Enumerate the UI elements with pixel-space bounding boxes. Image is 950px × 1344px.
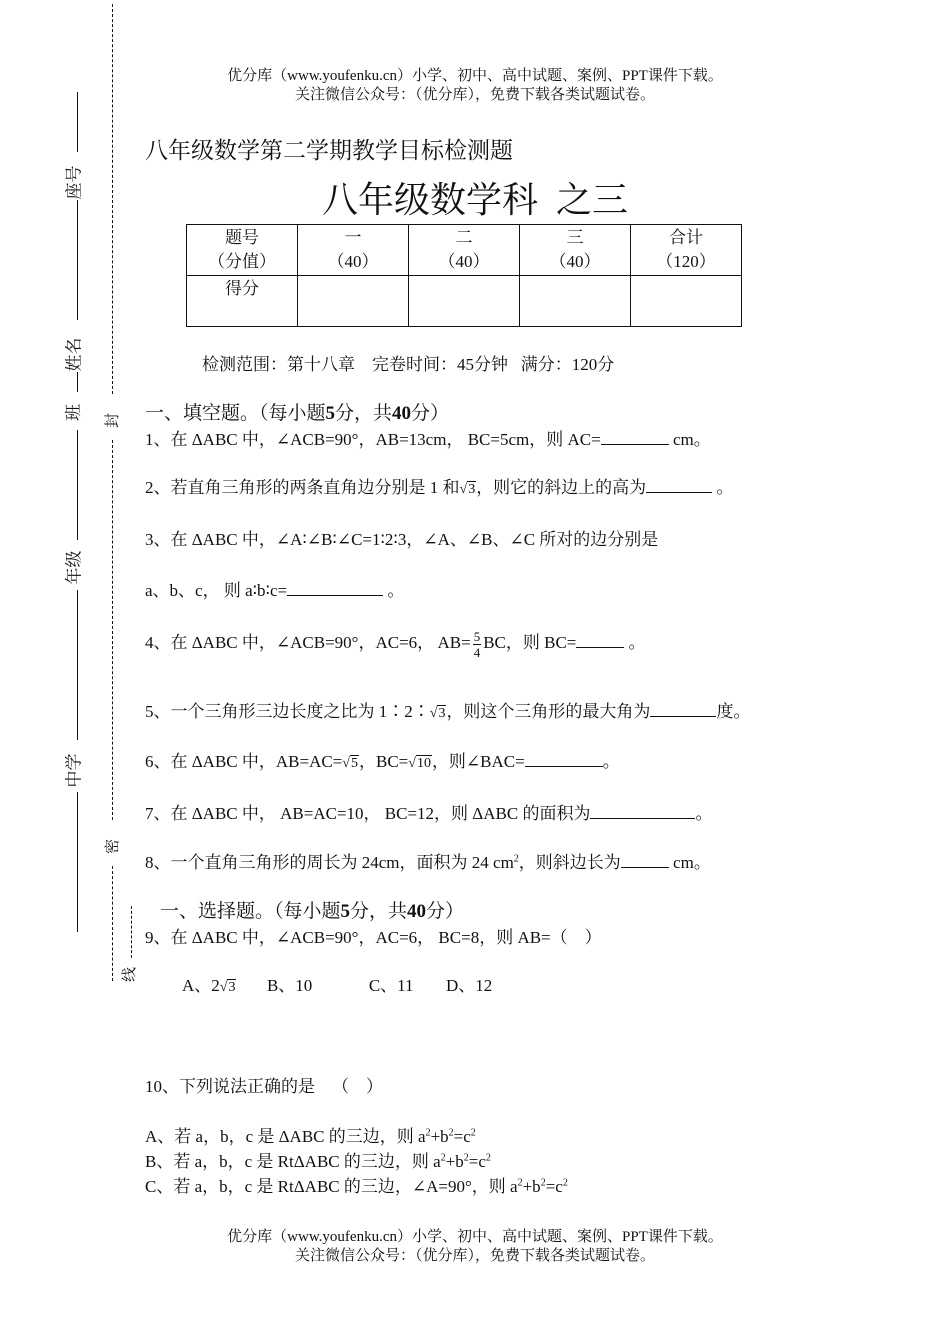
cell-value: （40）	[438, 252, 490, 271]
q-text: 1、在 ΔABC 中，∠ACB=90°，AB=13cm， BC=5cm，则 AC=	[145, 430, 601, 449]
option-b[interactable]: B、10	[266, 976, 313, 995]
question-10-option-b[interactable]	[145, 1147, 491, 1172]
section-1-heading	[145, 398, 449, 425]
cell-label: 题号	[225, 228, 259, 247]
answer-blank[interactable]	[621, 851, 669, 868]
seal-dashed-line	[112, 866, 113, 981]
question-8	[145, 848, 711, 873]
question-3-line-2	[145, 576, 404, 601]
superscript: 2	[513, 853, 519, 865]
score-table	[186, 224, 742, 327]
cell-value: （40）	[549, 252, 601, 271]
radicand: 3	[228, 980, 236, 995]
radicand: 5	[350, 756, 358, 771]
score-table-header-cell	[631, 225, 742, 276]
answer-blank[interactable]	[287, 579, 383, 596]
margin-class-label: 班	[64, 404, 83, 421]
option-text: A、若 a，b，c 是 ΔABC 的三边，则 a	[145, 1127, 426, 1146]
score-table-header-cell	[187, 225, 298, 276]
score-entry-cell[interactable]	[298, 276, 409, 327]
seal-dashed-line	[112, 440, 113, 820]
question-1	[145, 425, 711, 450]
superscript: 2	[470, 1127, 476, 1139]
margin-rule	[77, 792, 78, 932]
score-table-score-row	[187, 276, 742, 327]
option-text: C、若 a，b，c 是 RtΔABC 的三边，∠A=90°，则 a	[145, 1177, 518, 1196]
seal-dashed-line	[131, 906, 132, 958]
option-text: =c	[468, 1152, 486, 1171]
cell-value: （分值）	[208, 252, 276, 271]
answer-blank[interactable]	[590, 802, 695, 819]
score-entry-cell[interactable]	[631, 276, 742, 327]
section-total: 40	[392, 403, 412, 424]
q-text: ，则斜边长为	[518, 853, 621, 872]
q-text: 4、在 ΔABC 中，∠ACB=90°，AC=6， AB=	[145, 633, 471, 652]
option-c[interactable]: C、11	[368, 976, 414, 995]
superscript: 2	[562, 1177, 568, 1189]
superscript: 2	[517, 1177, 523, 1189]
section-text: 一、选择题。（每小题	[160, 901, 341, 922]
cell-value: （120）	[656, 252, 716, 271]
question-10: 10、下列说法正确的是 （ ）	[145, 1077, 383, 1096]
answer-blank[interactable]	[525, 750, 603, 767]
section-text: 分）	[411, 403, 450, 424]
margin-rule	[77, 92, 78, 152]
superscript: 2	[425, 1127, 431, 1139]
radicand: 10	[416, 756, 431, 771]
section-text: 一、填空题。（每小题	[145, 403, 326, 424]
option-text: B、若 a，b，c 是 RtΔABC 的三边，则 a	[145, 1152, 441, 1171]
q-text: 度。	[716, 702, 751, 721]
margin-rule	[77, 372, 78, 392]
score-label-cell	[187, 276, 298, 327]
score-entry-cell[interactable]	[520, 276, 631, 327]
q-text: 。	[383, 581, 405, 600]
q-text: ，BC=	[358, 752, 409, 771]
q-text: 。	[624, 633, 646, 652]
q-text: ，则它的斜边上的高为	[476, 478, 647, 497]
exam-subtitle: 八年级数学第二学期教学目标检测题	[145, 138, 513, 163]
score-entry-cell[interactable]	[409, 276, 520, 327]
line-label: 线	[122, 966, 139, 983]
margin-name-label: 姓名	[64, 337, 84, 372]
fraction	[473, 629, 482, 660]
section-text: 分）	[426, 901, 465, 922]
section-points: 5	[340, 901, 351, 922]
page-footer	[0, 1228, 950, 1266]
seal-label: 封	[105, 412, 122, 429]
option-text: +b	[522, 1177, 541, 1196]
sqrt-symbol: √3	[429, 706, 446, 721]
question-7	[145, 799, 712, 824]
margin-rule	[77, 590, 78, 740]
option-text: =c	[545, 1177, 563, 1196]
question-6	[145, 747, 620, 772]
margin-grade-label: 年级	[64, 550, 84, 585]
option-text: =c	[453, 1127, 471, 1146]
q-text: 。	[695, 804, 713, 823]
superscript: 2	[440, 1152, 446, 1164]
q-text: BC，则 BC=	[483, 633, 577, 652]
margin-rule	[77, 430, 78, 540]
footer-line-2: 关注微信公众号：（优分库），免费下载各类试题试卷。	[294, 1248, 655, 1264]
q-text: 。	[602, 752, 620, 771]
sqrt-symbol: √5	[342, 756, 358, 771]
numerator: 5	[473, 628, 481, 644]
score-table-header-cell	[520, 225, 631, 276]
question-5	[145, 697, 750, 722]
margin-seat-label: 座号	[64, 165, 84, 200]
question-3	[145, 525, 658, 550]
superscript: 2	[540, 1177, 546, 1189]
radicand: 3	[468, 482, 476, 497]
cell-label: 二	[455, 228, 473, 247]
section-2-heading	[160, 896, 464, 923]
cell-label: 合计	[669, 228, 703, 247]
option-text: +b	[430, 1127, 449, 1146]
cell-label: 三	[566, 228, 584, 247]
superscript: 2	[448, 1127, 454, 1139]
answer-blank[interactable]	[650, 700, 716, 717]
header-line-1: 优分库（www.youfenku.cn）小学、初中、高中试题、案例、PPT课件下载。	[227, 68, 723, 84]
superscript: 2	[485, 1152, 491, 1164]
header-line-2: 关注微信公众号：（优分库），免费下载各类试题试卷。	[294, 87, 655, 103]
radicand: 3	[438, 706, 446, 721]
option-d[interactable]: D、12	[446, 976, 493, 995]
page-header	[0, 67, 950, 105]
score-table-header-row	[187, 225, 742, 276]
sqrt-symbol: √3	[459, 482, 476, 497]
cell-value: （40）	[327, 252, 379, 271]
secret-label: 密	[105, 838, 122, 855]
sqrt-symbol: √3	[219, 980, 236, 995]
section-text: 分，共	[335, 403, 393, 424]
option-text: +b	[445, 1152, 464, 1171]
q-text: 8、一个直角三角形的周长为 24cm，面积为 24 cm	[145, 853, 514, 872]
denominator: 4	[473, 644, 481, 660]
margin-school-label: 中学	[64, 753, 84, 788]
section-total: 40	[407, 901, 427, 922]
q-text: 5、一个三角形三边长度之比为 1∶2∶	[145, 702, 430, 721]
q-text: ，则∠BAC=	[431, 752, 525, 771]
q-text: cm。	[668, 430, 711, 449]
q-text: cm。	[668, 853, 711, 872]
q-text: a、b、c， 则 a∶b∶c=	[145, 581, 288, 600]
question-2	[145, 473, 733, 498]
q-text: 2、若直角三角形的两条直角边分别是 1 和	[145, 478, 460, 497]
section-points: 5	[325, 403, 336, 424]
exam-info: 检测范围：第十八章 完卷时间：45分钟 满分：120分	[202, 355, 615, 374]
q-text: 。	[712, 478, 734, 497]
answer-blank[interactable]	[601, 428, 669, 445]
question-9: 9、在 ΔABC 中，∠ACB=90°，AC=6， BC=8，则 AB=（ ）	[145, 928, 602, 947]
answer-blank[interactable]	[576, 631, 624, 648]
q-text: 6、在 ΔABC 中，AB=AC=	[145, 752, 343, 771]
answer-blank[interactable]	[646, 476, 712, 493]
question-10-option-a[interactable]	[145, 1122, 476, 1147]
option-a[interactable]	[182, 976, 236, 995]
superscript: 2	[463, 1152, 469, 1164]
exam-title: 八年级数学科 之三	[321, 180, 628, 220]
question-4	[145, 628, 646, 660]
score-table-header-cell	[298, 225, 409, 276]
score-table-header-cell	[409, 225, 520, 276]
question-10-option-c[interactable]	[145, 1172, 568, 1197]
q-text: ，则这个三角形的最大角为	[446, 702, 651, 721]
q-text: 3、在 ΔABC 中，∠A∶∠B∶∠C=1∶2∶3，∠A、∠B、∠C 所对的边分别是	[145, 530, 659, 549]
footer-line-1: 优分库（www.youfenku.cn）小学、初中、高中试题、案例、PPT课件下载。	[227, 1229, 723, 1245]
cell-label: 一	[344, 228, 362, 247]
q-text: 7、在 ΔABC 中， AB=AC=10， BC=12，则 ΔABC 的面积为	[145, 804, 591, 823]
score-label: 得分	[225, 279, 259, 298]
question-9-options	[182, 971, 492, 996]
option-text: A、2	[182, 976, 220, 995]
section-text: 分，共	[350, 901, 408, 922]
sqrt-symbol: √10	[408, 756, 431, 771]
